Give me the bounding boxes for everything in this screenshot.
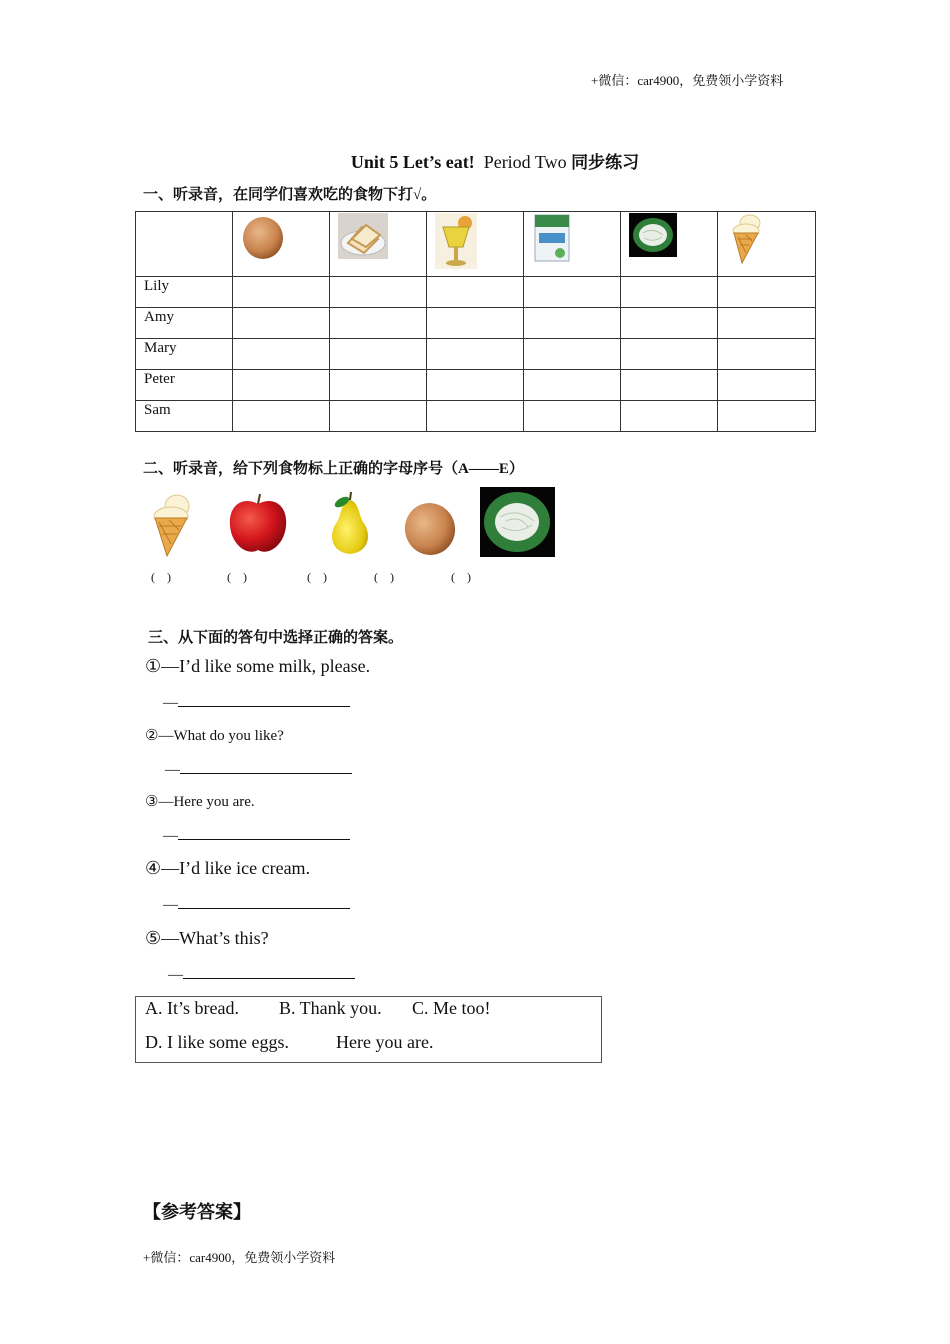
table-corner-cell xyxy=(136,212,233,277)
check-cell[interactable] xyxy=(621,339,718,370)
ice-cream-icon xyxy=(726,213,766,265)
section1-heading-end: 。 xyxy=(421,185,437,203)
blank-line[interactable] xyxy=(178,894,350,909)
blank-line[interactable] xyxy=(178,825,350,840)
answer-key-heading: 【参考答案】 xyxy=(143,1202,251,1223)
blank-line[interactable] xyxy=(183,964,355,979)
egg-icon xyxy=(241,213,289,261)
check-cell[interactable] xyxy=(427,339,524,370)
check-cell[interactable] xyxy=(427,401,524,432)
answer-paren[interactable]: ( ) xyxy=(151,570,171,584)
option-e: Here you are. xyxy=(336,1032,434,1052)
student-name: Lily xyxy=(136,277,233,308)
check-cell[interactable] xyxy=(233,401,330,432)
answer-dash: — xyxy=(163,897,178,913)
check-cell[interactable] xyxy=(427,277,524,308)
answer-paren[interactable]: ( ) xyxy=(227,570,247,584)
question-text: I’d like ice cream. xyxy=(179,858,311,878)
answer-line-2[interactable] xyxy=(165,759,352,779)
table-row xyxy=(136,277,816,308)
bread-icon xyxy=(338,213,388,259)
question-1 xyxy=(145,656,370,677)
answer-paren[interactable]: ( ) xyxy=(307,570,327,584)
question-dash: — xyxy=(161,928,180,948)
answer-line-4[interactable] xyxy=(163,894,350,914)
check-cell[interactable] xyxy=(330,308,427,339)
question-dash: — xyxy=(161,656,180,676)
question-number: ④ xyxy=(145,858,162,878)
section2-heading-range: A——E xyxy=(458,461,509,477)
check-cell[interactable] xyxy=(524,308,621,339)
question-number: ③ xyxy=(145,794,159,810)
check-cell[interactable] xyxy=(718,370,816,401)
food-preference-table xyxy=(135,211,816,432)
question-text: What’s this? xyxy=(179,928,269,948)
title-period: Period Two xyxy=(483,152,567,172)
pear-icon xyxy=(323,490,377,558)
title-unit: Unit 5 Let’s eat! xyxy=(350,152,475,172)
answer-dash: — xyxy=(163,695,178,711)
check-cell[interactable] xyxy=(718,308,816,339)
food-column-bread xyxy=(330,212,427,277)
answer-paren[interactable]: ( ) xyxy=(374,570,394,584)
ice-cream-icon xyxy=(147,492,197,558)
section2-heading-end: ） xyxy=(508,459,524,477)
section3-heading: 三、从下面的答句中选择正确的答案。 xyxy=(148,628,404,646)
check-mark: √ xyxy=(413,187,422,203)
question-text: What do you like? xyxy=(173,728,284,744)
check-cell[interactable] xyxy=(621,370,718,401)
option-d: D. I like some eggs. xyxy=(145,1032,289,1052)
noodles-icon xyxy=(629,213,677,257)
check-cell[interactable] xyxy=(621,308,718,339)
question-number: ⑤ xyxy=(145,928,162,948)
question-text: Here you are. xyxy=(173,794,255,810)
student-name: Amy xyxy=(136,308,233,339)
food-column-egg xyxy=(233,212,330,277)
milk-icon xyxy=(532,213,572,263)
apple-icon xyxy=(224,490,292,558)
option-b: B. Thank you. xyxy=(279,998,382,1018)
noodles-icon xyxy=(480,487,555,557)
table-row xyxy=(136,370,816,401)
check-cell[interactable] xyxy=(330,401,427,432)
question-4 xyxy=(145,858,310,879)
check-cell[interactable] xyxy=(718,277,816,308)
check-cell[interactable] xyxy=(233,277,330,308)
student-name: Peter xyxy=(136,370,233,401)
header-note: +微信：car4900，免费领小学资料 xyxy=(591,73,784,88)
check-cell[interactable] xyxy=(427,308,524,339)
check-cell[interactable] xyxy=(524,339,621,370)
option-c: C. Me too! xyxy=(412,998,491,1018)
answer-paren[interactable]: ( ) xyxy=(451,570,471,584)
question-dash: — xyxy=(158,728,174,744)
table-row xyxy=(136,401,816,432)
table-header-row xyxy=(136,212,816,277)
check-cell[interactable] xyxy=(427,370,524,401)
question-2 xyxy=(145,726,284,745)
egg-icon xyxy=(403,502,457,556)
question-number: ① xyxy=(145,656,162,676)
food-column-noodles xyxy=(621,212,718,277)
section1-heading xyxy=(143,183,436,204)
check-cell[interactable] xyxy=(524,370,621,401)
check-cell[interactable] xyxy=(524,401,621,432)
check-cell[interactable] xyxy=(330,370,427,401)
check-cell[interactable] xyxy=(524,277,621,308)
table-row xyxy=(136,308,816,339)
blank-line[interactable] xyxy=(178,692,350,707)
question-3 xyxy=(145,792,255,811)
check-cell[interactable] xyxy=(621,277,718,308)
check-cell[interactable] xyxy=(233,339,330,370)
answer-line-5[interactable] xyxy=(168,964,355,984)
food-column-milk xyxy=(524,212,621,277)
food-column-juice xyxy=(427,212,524,277)
check-cell[interactable] xyxy=(718,339,816,370)
answer-options-box xyxy=(135,996,602,1063)
check-cell[interactable] xyxy=(233,308,330,339)
answer-dash: — xyxy=(163,828,178,844)
question-dash: — xyxy=(158,794,174,810)
answer-dash: — xyxy=(165,762,180,778)
check-cell[interactable] xyxy=(621,401,718,432)
page-title xyxy=(0,148,950,173)
answer-line-1[interactable] xyxy=(163,692,350,712)
section2-heading-text: 二、听录音，给下列食物标上正确的字母序号（ xyxy=(143,459,459,477)
title-cn: 同步练习 xyxy=(571,153,640,173)
option-a: A. It’s bread. xyxy=(145,998,239,1018)
student-name: Sam xyxy=(136,401,233,432)
check-cell[interactable] xyxy=(330,339,427,370)
answer-dash: — xyxy=(168,967,183,983)
student-name: Mary xyxy=(136,339,233,370)
question-number: ② xyxy=(145,728,159,744)
table-row xyxy=(136,339,816,370)
question-5 xyxy=(145,928,269,949)
check-cell[interactable] xyxy=(330,277,427,308)
answer-line-3[interactable] xyxy=(163,825,350,845)
check-cell[interactable] xyxy=(718,401,816,432)
footer-note: +微信：car4900，免费领小学资料 xyxy=(143,1250,336,1265)
check-cell[interactable] xyxy=(233,370,330,401)
question-dash: — xyxy=(161,858,180,878)
food-column-ice-cream xyxy=(718,212,816,277)
juice-icon xyxy=(435,213,477,269)
section2-heading xyxy=(143,457,524,478)
question-text: I’d like some milk, please. xyxy=(179,656,371,676)
blank-line[interactable] xyxy=(180,759,352,774)
section1-heading-text: 一、听录音，在同学们喜欢吃的食物下打 xyxy=(143,185,414,203)
